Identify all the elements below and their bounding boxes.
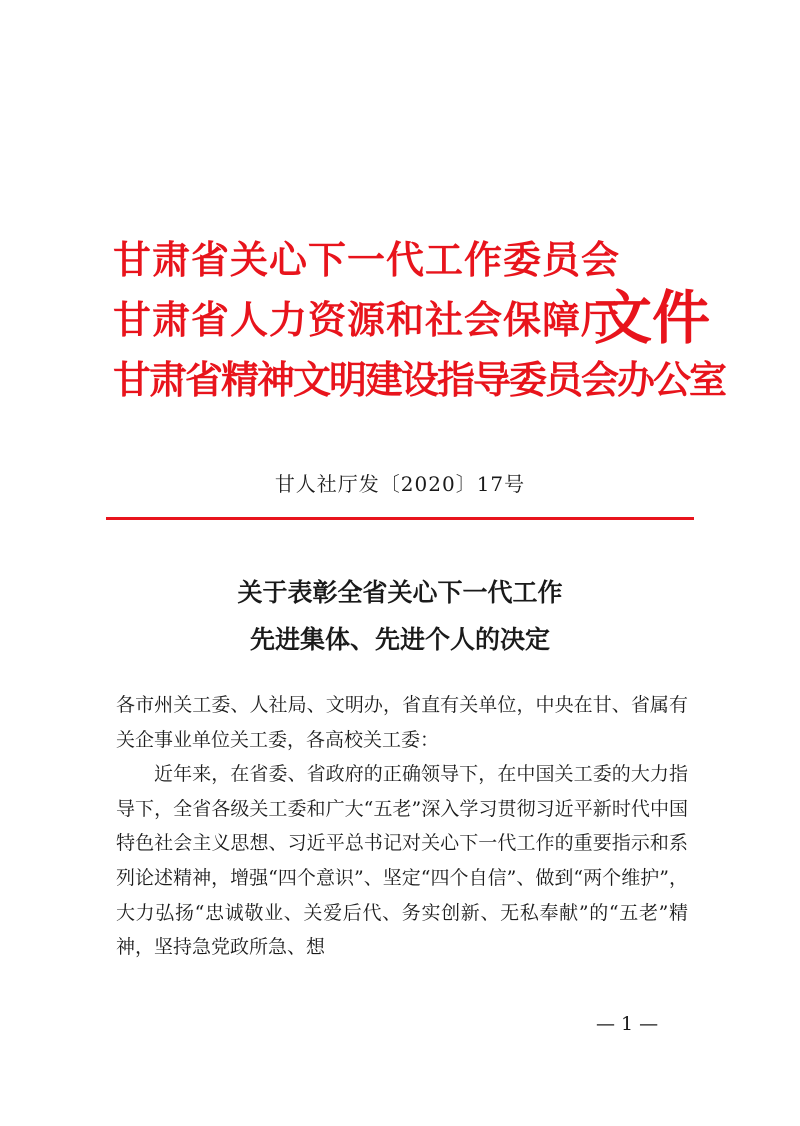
issuer-line-1: 甘肃省关心下一代工作委员会 [113,238,621,282]
red-divider [106,517,694,520]
issuer-line-2: 甘肃省人力资源和社会保障厅 [113,298,621,342]
document-title-line-2: 先进集体、先进个人的决定 [249,625,550,654]
document-title-line-1: 关于表彰全省关心下一代工作 [237,578,563,607]
document-label: 文件 [594,284,711,352]
body-paragraph-1: 近年来，在省委、省政府的正确领导下，在中国关工委的大力指导下，全省各级关工委和广大“五老”深入学习贯彻习近平新时代中国特色社会主义思想、习近平总书记对关心下一代工作的重要指示和系列论述精神，增强“四个意识”、坚定“四个自信”、做到“两个维护”，大力弘扬“忠诚敬业、关爱后代、务实创新、无私奉献”的“五老”精神，坚持急党政所急、想 [116,763,688,959]
document-number: 甘人社厅发〔2020〕17号 [274,472,526,496]
document-body [116,688,688,965]
salutation: 各市州关工委、人社局、文明办，省直有关单位，中央在甘、省属有关企事业单位关工委，各高校关工委： [116,694,688,751]
page-number: — 1 — [596,1013,659,1035]
issuer-line-3: 甘肃省精神文明建设指导委员会办公室 [113,358,726,402]
